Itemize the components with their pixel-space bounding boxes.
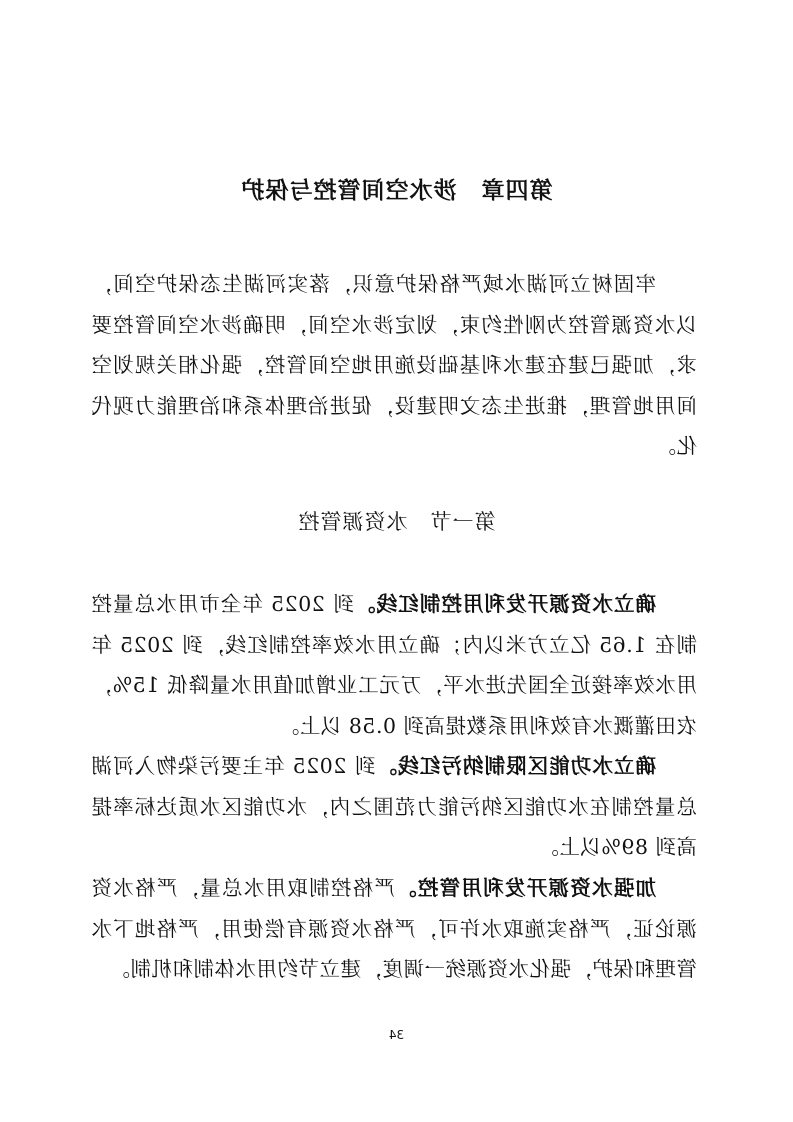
paragraph-body: 严格控制取用水总量，严格水资源论证，严格实施取水许可，严格水资源有偿使用，严格地下水管理和保护，强化水资源统一调度，建立节约用水体制和机制。: [90, 876, 697, 981]
intro-paragraph: 牢固树立河湖水域严格保护意识，落实河湖生态保护空间，以水资源管控为刚性约束，划定涉水空间，明确涉水空间管控要求，加强已建在建水利基础设施用地空间管控，强化相关规划空间用地管理，推进生态文明建设，促进治理体系和治理能力现代化。: [91, 272, 697, 458]
paragraph-pollution-redline: [91, 746, 697, 868]
section-title: 第一节 水资源管控: [297, 510, 496, 534]
chapter-title: 第四章 涉水空间管控与保护: [240, 178, 553, 204]
paragraph-lead: 加强水资源开发利用管控。: [394, 876, 656, 900]
paragraph-development-control: [91, 868, 697, 990]
page-number: 34: [388, 1028, 405, 1042]
paragraph-body: 到 2025 年全市用水总量控制在 1.65 亿立方米以内；确立用水效率控制红线，到 2025 年用水效率接近全国先进水平，万元工业增加值用水量降低 15%，农田灌溉水有效利用系数提高到 0.58 以上。: [90, 592, 697, 738]
paragraph-lead: 确立水资源开发利用控制红线。: [353, 592, 656, 616]
paragraph-body: 到 2025 年主要污染物入河湖总量控制在水功能区纳污能力范围之内，水功能区水质达标率提高到 89%以上。: [90, 754, 697, 859]
paragraph-water-use-redline: [91, 584, 697, 746]
paragraph-lead: 确立水功能区限制纳污红线。: [375, 754, 656, 778]
